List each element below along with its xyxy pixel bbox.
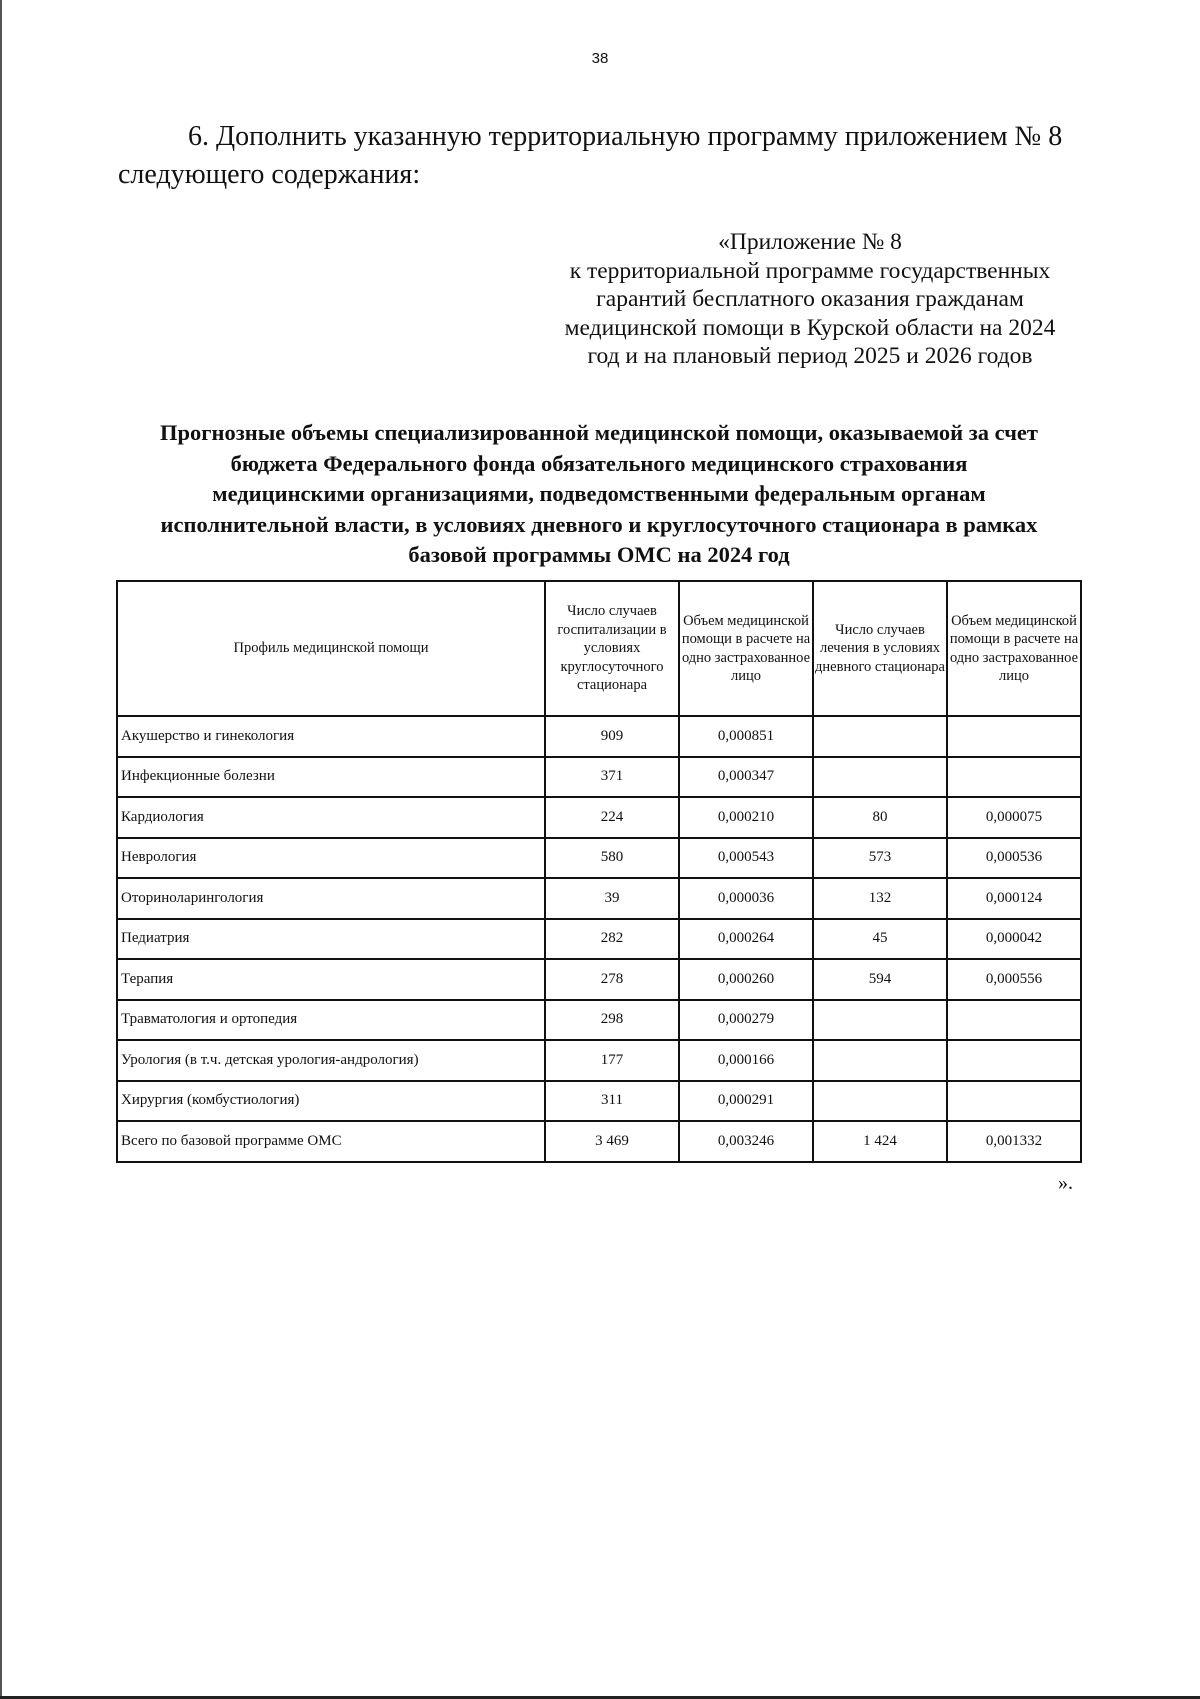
header-inpatient-cases: Число случаев госпитализации в условиях круглосуточного стационара <box>545 581 679 716</box>
cell-inpatient-volume: 0,000264 <box>679 919 813 960</box>
header-inpatient-volume: Объем медицинской помощи в расчете на одно застрахованное лицо <box>679 581 813 716</box>
table-row <box>117 838 1081 879</box>
intro-line-2: следующего содержания: <box>118 159 421 190</box>
cell-daycare-volume <box>947 757 1081 798</box>
document-title <box>118 418 1080 571</box>
cell-inpatient-cases: 177 <box>545 1040 679 1081</box>
cell-daycare-cases <box>813 1000 947 1041</box>
cell-daycare-cases: 80 <box>813 797 947 838</box>
table-header-row <box>117 581 1081 716</box>
appendix-line: год и на плановый период 2025 и 2026 годов <box>587 343 1033 369</box>
cell-daycare-volume <box>947 1040 1081 1081</box>
cell-inpatient-cases: 580 <box>545 838 679 879</box>
cell-inpatient-volume: 0,000291 <box>679 1081 813 1122</box>
intro-paragraph <box>118 118 1078 194</box>
appendix-line: медицинской помощи в Курской области на 2024 <box>564 314 1056 341</box>
cell-profile: Травматология и ортопедия <box>117 1000 545 1041</box>
cell-inpatient-cases: 371 <box>545 757 679 798</box>
cell-daycare-volume <box>947 1000 1081 1041</box>
table-row <box>117 1040 1081 1081</box>
title-line: медицинскими организациями, подведомственными федеральным органам <box>212 481 986 506</box>
cell-profile: Хирургия (комбустиология) <box>117 1081 545 1122</box>
cell-inpatient-cases: 909 <box>545 716 679 757</box>
cell-daycare-cases: 45 <box>813 919 947 960</box>
cell-inpatient-cases: 224 <box>545 797 679 838</box>
cell-daycare-volume <box>947 1081 1081 1122</box>
scan-edge-left <box>0 0 2 1699</box>
cell-inpatient-cases: 3 469 <box>545 1121 679 1162</box>
cell-profile: Оториноларингология <box>117 878 545 919</box>
volumes-table <box>116 580 1082 1163</box>
cell-daycare-cases: 132 <box>813 878 947 919</box>
intro-line-1: 6. Дополнить указанную территориальную программу приложением № 8 <box>188 121 1063 152</box>
appendix-line: к территориальной программе государственных <box>569 257 1051 284</box>
cell-daycare-cases <box>813 757 947 798</box>
cell-daycare-volume <box>947 716 1081 757</box>
cell-inpatient-cases: 311 <box>545 1081 679 1122</box>
table-total-row <box>117 1121 1081 1162</box>
cell-inpatient-volume: 0,000279 <box>679 1000 813 1041</box>
table-row <box>117 1081 1081 1122</box>
cell-daycare-cases: 594 <box>813 959 947 1000</box>
cell-inpatient-cases: 298 <box>545 1000 679 1041</box>
cell-inpatient-volume: 0,000036 <box>679 878 813 919</box>
cell-profile: Педиатрия <box>117 919 545 960</box>
table-row <box>117 878 1081 919</box>
cell-inpatient-cases: 278 <box>545 959 679 1000</box>
title-line: Прогнозные объемы специализированной медицинской помощи, оказываемой за счет <box>160 420 1038 445</box>
cell-daycare-cases <box>813 716 947 757</box>
cell-inpatient-volume: 0,000347 <box>679 757 813 798</box>
appendix-heading <box>540 228 1080 371</box>
cell-daycare-volume: 0,000124 <box>947 878 1081 919</box>
header-profile: Профиль медицинской помощи <box>117 581 545 716</box>
table-row <box>117 919 1081 960</box>
table-row <box>117 716 1081 757</box>
table-row <box>117 797 1081 838</box>
cell-profile: Кардиология <box>117 797 545 838</box>
title-line: бюджета Федерального фонда обязательного медицинского страхования <box>230 450 968 476</box>
cell-profile: Неврология <box>117 838 545 879</box>
cell-inpatient-volume: 0,003246 <box>679 1121 813 1162</box>
title-line: базовой программы ОМС на 2024 год <box>408 542 790 567</box>
cell-daycare-cases: 1 424 <box>813 1121 947 1162</box>
cell-daycare-cases <box>813 1040 947 1081</box>
title-line: исполнительной власти, в условиях дневного и круглосуточного стационара в рамках <box>160 511 1038 537</box>
cell-daycare-volume: 0,000075 <box>947 797 1081 838</box>
cell-profile: Всего по базовой программе ОМС <box>117 1121 545 1162</box>
cell-daycare-volume: 0,001332 <box>947 1121 1081 1162</box>
cell-profile: Инфекционные болезни <box>117 757 545 798</box>
cell-inpatient-volume: 0,000166 <box>679 1040 813 1081</box>
closing-quote-mark: ». <box>1058 1172 1073 1194</box>
cell-inpatient-cases: 39 <box>545 878 679 919</box>
appendix-line: гарантий бесплатного оказания гражданам <box>596 286 1024 312</box>
cell-inpatient-volume: 0,000851 <box>679 716 813 757</box>
cell-inpatient-volume: 0,000260 <box>679 959 813 1000</box>
cell-profile: Акушерство и гинекология <box>117 716 545 757</box>
cell-daycare-cases <box>813 1081 947 1122</box>
table-row <box>117 959 1081 1000</box>
cell-daycare-volume: 0,000536 <box>947 838 1081 879</box>
header-daycare-cases: Число случаев лечения в условиях дневного стационара <box>813 581 947 716</box>
cell-inpatient-volume: 0,000210 <box>679 797 813 838</box>
cell-inpatient-cases: 282 <box>545 919 679 960</box>
cell-profile: Терапия <box>117 959 545 1000</box>
cell-inpatient-volume: 0,000543 <box>679 838 813 879</box>
cell-daycare-volume: 0,000556 <box>947 959 1081 1000</box>
table-row <box>117 1000 1081 1041</box>
table-row <box>117 757 1081 798</box>
cell-profile: Урология (в т.ч. детская урология-андрология) <box>117 1040 545 1081</box>
header-daycare-volume: Объем медицинской помощи в расчете на одно застрахованное лицо <box>947 581 1081 716</box>
page-number: 38 <box>591 50 609 67</box>
appendix-line: «Приложение № 8 <box>718 229 902 255</box>
cell-daycare-cases: 573 <box>813 838 947 879</box>
cell-daycare-volume: 0,000042 <box>947 919 1081 960</box>
